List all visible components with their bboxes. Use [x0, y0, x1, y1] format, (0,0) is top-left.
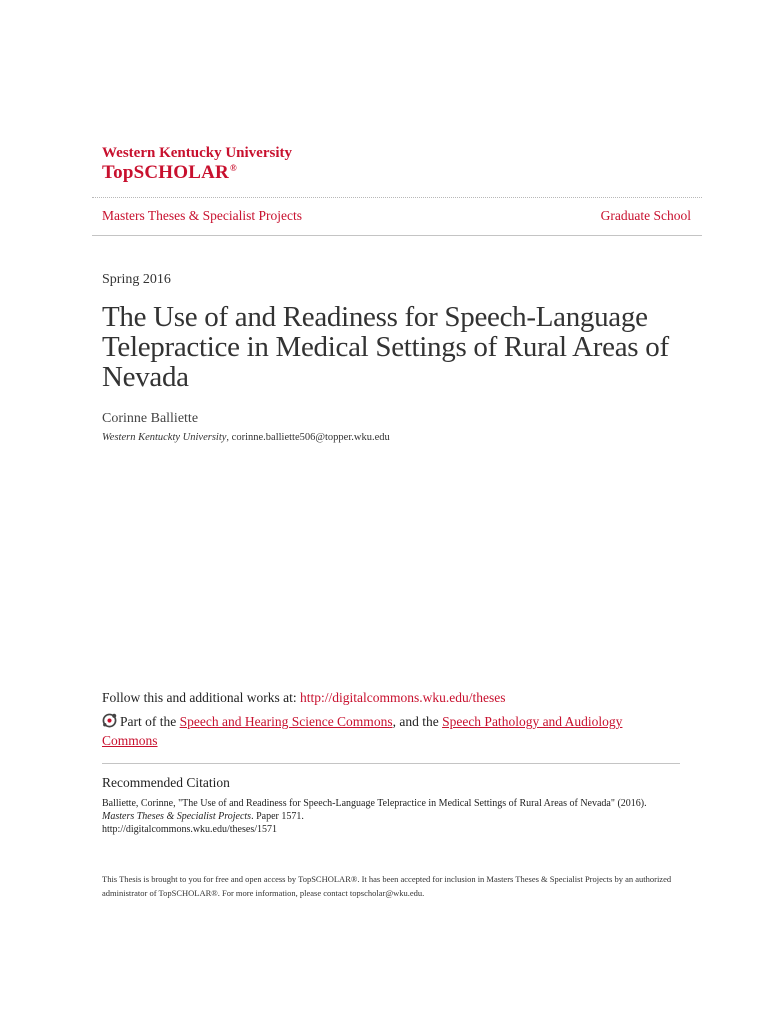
- repository-logo: [102, 162, 237, 184]
- author-affiliation: [102, 432, 390, 443]
- registered-mark: ®: [229, 162, 237, 173]
- follow-prefix: Follow this and additional works at:: [102, 690, 300, 705]
- speech-hearing-commons-link[interactable]: Speech and Hearing Science Commons: [179, 714, 393, 729]
- publication-date: Spring 2016: [102, 272, 171, 287]
- theses-link[interactable]: http://digitalcommons.wku.edu/theses: [300, 690, 506, 705]
- collection-link[interactable]: Masters Theses & Specialist Projects: [102, 208, 302, 223]
- access-notice: This Thesis is brought to you for free and open access by TopSCHOLAR®. It has been accepted for inclusion in Masters Theses & Specialist Projects by an authorized administrator of TopSCHOLAR®. For more information, please contact topscholar@wku.edu.: [102, 874, 672, 898]
- part-of-prefix: Part of the: [120, 714, 180, 729]
- repository-name: TopSCHOLAR: [102, 162, 229, 183]
- paper-title: The Use of and Readiness for Speech-Language Telepractice in Medical Settings of Rural Areas of Nevada: [102, 301, 669, 393]
- header-divider: [92, 197, 702, 198]
- citation-paper: . Paper 1571.: [251, 811, 304, 822]
- citation-heading: Recommended Citation: [102, 775, 230, 790]
- nav-divider: [92, 235, 702, 236]
- part-of-line: [102, 712, 662, 750]
- citation-source: [102, 810, 702, 823]
- citation-body: [102, 797, 702, 836]
- author-email: , corinne.balliette506@topper.wku.edu: [226, 432, 390, 443]
- part-of-middle: , and the: [392, 714, 443, 729]
- author-name: Corinne Balliette: [102, 411, 199, 426]
- citation-line: Balliette, Corinne, "The Use of and Readiness for Speech-Language Telepractice in Medical Settings of Rural Areas of Nevada" (2016).: [102, 798, 647, 809]
- citation-series: Masters Theses & Specialist Projects: [102, 811, 252, 822]
- citation-divider: [102, 763, 680, 764]
- network-icon: [102, 713, 117, 728]
- speech-pathology-commons-link[interactable]: Speech Pathology and Audiology Commons: [102, 714, 623, 748]
- follow-line: [102, 690, 505, 706]
- department-link[interactable]: Graduate School: [600, 208, 691, 223]
- university-name: Western Kentucky University: [102, 145, 292, 161]
- author-institution: Western Kentuckty University: [102, 432, 227, 443]
- citation-url: http://digitalcommons.wku.edu/theses/1571: [102, 824, 277, 835]
